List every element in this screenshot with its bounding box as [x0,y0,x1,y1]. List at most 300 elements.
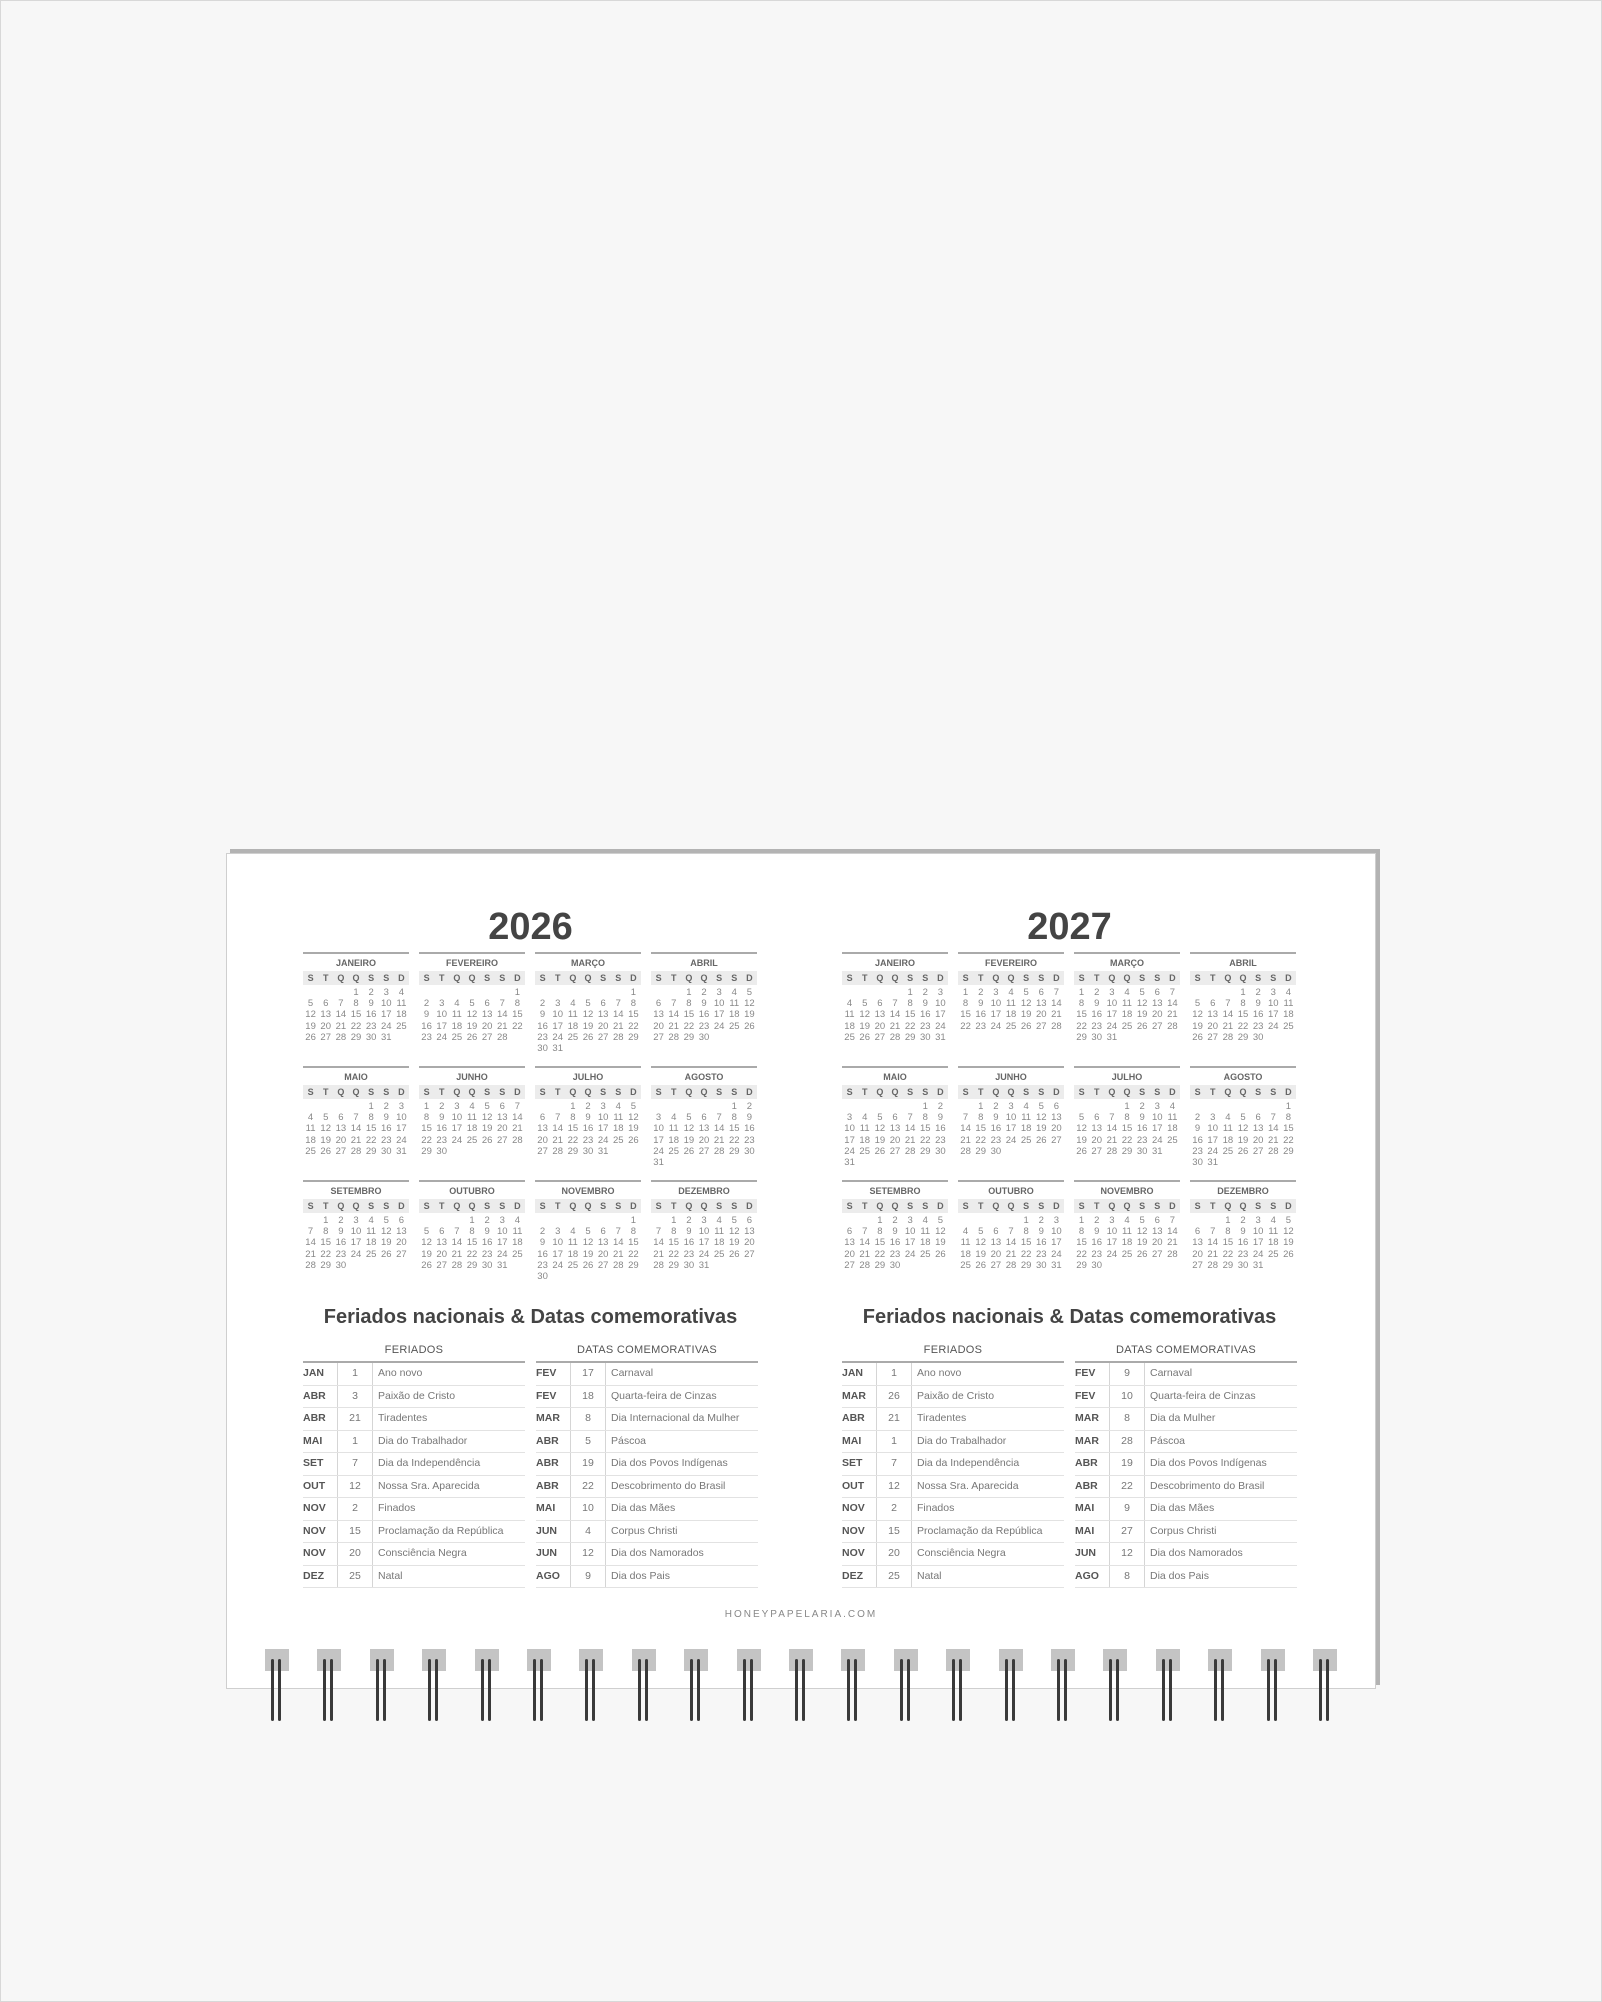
day-cell[interactable]: 3 [1008,1101,1014,1112]
day-cell[interactable]: 10 [436,1009,447,1021]
day-cell[interactable]: 6 [1154,987,1160,998]
day-cell[interactable]: 1 [907,987,913,998]
day-cell[interactable]: 27 [874,1031,886,1043]
day-cell[interactable]: 12 [728,1226,740,1238]
day-cell[interactable]: 12 [1283,1226,1294,1238]
day-cell[interactable]: 10 [496,1226,508,1238]
day-cell[interactable]: 24 [380,1020,392,1032]
day-cell[interactable]: 18 [567,1020,579,1032]
day-cell[interactable]: 5 [630,1101,637,1112]
day-cell[interactable]: 3 [1154,1101,1160,1112]
day-cell[interactable]: 14 [889,1009,901,1021]
day-cell[interactable]: 4 [962,1226,969,1238]
day-cell[interactable]: 5 [877,1112,883,1124]
day-cell[interactable]: 21 [1051,1009,1062,1021]
day-cell[interactable]: 11 [668,1123,679,1135]
day-cell[interactable]: 15 [365,1123,377,1135]
day-cell[interactable]: 21 [859,1248,870,1260]
day-cell[interactable]: 10 [844,1123,855,1135]
day-cell[interactable]: 18 [859,1134,870,1146]
day-cell[interactable]: 25 [365,1248,377,1260]
day-cell[interactable]: 10 [1106,1226,1118,1238]
day-cell[interactable]: 28 [512,1134,523,1146]
day-cell[interactable]: 28 [904,1145,916,1157]
day-cell[interactable]: 17 [935,1009,946,1021]
day-cell[interactable]: 12 [466,1009,478,1021]
day-cell[interactable]: 31 [1252,1259,1264,1271]
day-cell[interactable]: 15 [567,1123,579,1135]
day-cell[interactable]: 21 [889,1020,901,1032]
day-cell[interactable]: 7 [892,998,898,1010]
day-cell[interactable]: 28 [1106,1145,1118,1157]
day-cell[interactable]: 10 [713,998,725,1010]
day-cell[interactable]: 22 [567,1134,579,1146]
day-cell[interactable]: 1 [731,1101,737,1112]
day-cell[interactable]: 1 [1285,1101,1292,1112]
day-cell[interactable]: 24 [451,1134,463,1146]
day-cell[interactable]: 14 [335,1009,347,1021]
day-cell[interactable]: 17 [844,1134,855,1146]
day-cell[interactable]: 29 [874,1259,886,1271]
day-cell[interactable]: 22 [1076,1020,1087,1032]
day-cell[interactable]: 5 [862,998,868,1010]
day-cell[interactable]: 29 [975,1145,986,1157]
day-cell[interactable]: 15 [1283,1123,1294,1135]
day-cell[interactable]: 4 [570,998,576,1010]
day-cell[interactable]: 29 [320,1259,331,1271]
day-cell[interactable]: 13 [1151,998,1163,1010]
day-cell[interactable]: 12 [582,1009,594,1021]
day-cell[interactable]: 18 [365,1237,377,1249]
day-cell[interactable]: 28 [552,1145,563,1157]
day-cell[interactable]: 19 [380,1237,392,1249]
day-cell[interactable]: 30 [537,1271,548,1283]
day-cell[interactable]: 1 [978,1101,984,1112]
day-cell[interactable]: 7 [1210,1226,1216,1238]
day-cell[interactable]: 27 [653,1031,664,1043]
day-cell[interactable]: 2 [585,1101,591,1112]
day-cell[interactable]: 16 [365,1009,377,1021]
day-cell[interactable]: 25 [728,1020,740,1032]
day-cell[interactable]: 12 [380,1226,392,1238]
day-cell[interactable]: 28 [960,1145,971,1157]
day-cell[interactable]: 30 [537,1043,548,1055]
day-cell[interactable]: 15 [628,1237,639,1249]
day-cell[interactable]: 5 [731,1215,737,1226]
day-cell[interactable]: 2 [1194,1112,1201,1124]
day-cell[interactable]: 26 [466,1031,478,1043]
day-cell[interactable]: 13 [990,1237,1002,1249]
day-cell[interactable]: 11 [467,1112,477,1124]
day-cell[interactable]: 8 [1078,1226,1085,1238]
day-cell[interactable]: 10 [904,1226,916,1238]
day-cell[interactable]: 27 [1091,1145,1102,1157]
day-cell[interactable]: 16 [683,1237,695,1249]
day-cell[interactable]: 11 [305,1123,316,1135]
day-cell[interactable]: 13 [496,1112,508,1124]
day-cell[interactable]: 6 [600,1226,606,1238]
day-cell[interactable]: 16 [436,1123,447,1135]
day-cell[interactable]: 7 [671,998,677,1010]
day-cell[interactable]: 12 [683,1123,695,1135]
day-cell[interactable]: 26 [744,1020,755,1032]
day-cell[interactable]: 24 [1151,1134,1163,1146]
day-cell[interactable]: 8 [1124,1112,1130,1124]
day-cell[interactable]: 7 [499,998,505,1010]
day-cell[interactable]: 7 [338,998,344,1010]
day-cell[interactable]: 29 [421,1145,432,1157]
day-cell[interactable]: 4 [469,1101,475,1112]
day-cell[interactable]: 23 [365,1020,377,1032]
day-cell[interactable]: 1 [323,1215,329,1226]
day-cell[interactable]: 7 [1169,987,1176,998]
day-cell[interactable]: 7 [655,1226,662,1238]
day-cell[interactable]: 19 [481,1123,493,1135]
day-cell[interactable]: 7 [454,1226,460,1238]
day-cell[interactable]: 17 [1252,1237,1264,1249]
day-cell[interactable]: 18 [844,1020,855,1032]
day-cell[interactable]: 18 [1121,1237,1133,1249]
day-cell[interactable]: 26 [935,1248,946,1260]
day-cell[interactable]: 5 [585,998,591,1010]
day-cell[interactable]: 30 [335,1259,347,1271]
day-cell[interactable]: 29 [904,1031,916,1043]
day-cell[interactable]: 19 [582,1248,594,1260]
day-cell[interactable]: 9 [701,998,707,1010]
day-cell[interactable]: 19 [874,1134,886,1146]
day-cell[interactable]: 22 [1283,1134,1294,1146]
day-cell[interactable]: 7 [1270,1112,1276,1124]
day-cell[interactable]: 18 [668,1134,679,1146]
day-cell[interactable]: 21 [668,1020,679,1032]
day-cell[interactable]: 15 [320,1237,331,1249]
day-cell[interactable]: 31 [935,1031,946,1043]
day-cell[interactable]: 16 [421,1020,432,1032]
day-cell[interactable]: 19 [975,1248,986,1260]
day-cell[interactable]: 30 [698,1031,710,1043]
day-cell[interactable]: 25 [466,1134,478,1146]
day-cell[interactable]: 13 [1091,1123,1102,1135]
day-cell[interactable]: 28 [1222,1031,1234,1043]
day-cell[interactable]: 16 [744,1123,755,1135]
day-cell[interactable]: 4 [671,1112,677,1124]
day-cell[interactable]: 8 [514,998,521,1010]
day-cell[interactable]: 24 [935,1020,946,1032]
day-cell[interactable]: 30 [1252,1031,1264,1043]
day-cell[interactable]: 29 [466,1259,478,1271]
day-cell[interactable]: 23 [698,1020,710,1032]
day-cell[interactable]: 10 [1106,998,1118,1010]
day-cell[interactable]: 9 [993,1112,999,1124]
day-cell[interactable]: 10 [1051,1226,1062,1238]
day-cell[interactable]: 7 [1169,1215,1176,1226]
day-cell[interactable]: 23 [1192,1145,1203,1157]
day-cell[interactable]: 9 [383,1112,389,1124]
day-cell[interactable]: 9 [484,1226,490,1238]
day-cell[interactable]: 14 [653,1237,664,1249]
day-cell[interactable]: 22 [1076,1248,1087,1260]
day-cell[interactable]: 30 [380,1145,392,1157]
day-cell[interactable]: 13 [844,1237,855,1249]
day-cell[interactable]: 12 [975,1237,986,1249]
day-cell[interactable]: 4 [454,998,460,1010]
day-cell[interactable]: 12 [582,1237,594,1249]
day-cell[interactable]: 24 [990,1020,1002,1032]
day-cell[interactable]: 13 [537,1123,548,1135]
day-cell[interactable]: 30 [1192,1157,1203,1169]
day-cell[interactable]: 5 [423,1226,430,1238]
day-cell[interactable]: 25 [960,1259,971,1271]
day-cell[interactable]: 24 [597,1134,609,1146]
day-cell[interactable]: 25 [844,1031,855,1043]
day-cell[interactable]: 13 [1252,1123,1264,1135]
day-cell[interactable]: 31 [653,1157,664,1169]
day-cell[interactable]: 3 [600,1101,606,1112]
day-cell[interactable]: 22 [960,1020,971,1032]
day-cell[interactable]: 31 [552,1043,563,1055]
day-cell[interactable]: 13 [1035,998,1047,1010]
day-cell[interactable]: 23 [1136,1134,1148,1146]
day-cell[interactable]: 4 [731,987,737,998]
day-cell[interactable]: 17 [990,1009,1002,1021]
day-cell[interactable]: 3 [907,1215,913,1226]
day-cell[interactable]: 18 [466,1123,478,1135]
day-cell[interactable]: 30 [744,1145,755,1157]
day-cell[interactable]: 23 [975,1020,986,1032]
day-cell[interactable]: 15 [960,1009,971,1021]
day-cell[interactable]: 24 [1252,1248,1264,1260]
day-cell[interactable]: 18 [1267,1237,1279,1249]
day-cell[interactable]: 13 [597,1237,609,1249]
day-cell[interactable]: 23 [481,1248,493,1260]
day-cell[interactable]: 20 [320,1020,331,1032]
day-cell[interactable]: 20 [496,1123,508,1135]
day-cell[interactable]: 24 [653,1145,664,1157]
day-cell[interactable]: 21 [1005,1248,1017,1260]
day-cell[interactable]: 14 [1106,1123,1118,1135]
day-cell[interactable]: 15 [904,1009,916,1021]
day-cell[interactable]: 2 [1038,1215,1044,1226]
day-cell[interactable]: 7 [615,998,621,1010]
day-cell[interactable]: 21 [1207,1248,1218,1260]
day-cell[interactable]: 8 [630,998,637,1010]
day-cell[interactable]: 5 [1139,987,1145,998]
day-cell[interactable]: 16 [919,1009,931,1021]
day-cell[interactable]: 15 [975,1123,986,1135]
day-cell[interactable]: 9 [937,1112,944,1124]
day-cell[interactable]: 13 [1151,1226,1163,1238]
day-cell[interactable]: 30 [481,1259,493,1271]
day-cell[interactable]: 8 [1078,998,1085,1010]
day-cell[interactable]: 30 [889,1259,901,1271]
day-cell[interactable]: 25 [396,1020,407,1032]
day-cell[interactable]: 24 [552,1031,563,1043]
day-cell[interactable]: 12 [421,1237,432,1249]
day-cell[interactable]: 3 [555,1226,561,1238]
day-cell[interactable]: 17 [552,1248,563,1260]
day-cell[interactable]: 4 [862,1112,868,1124]
day-cell[interactable]: 16 [1136,1123,1148,1135]
day-cell[interactable]: 14 [1005,1237,1017,1249]
day-cell[interactable]: 28 [668,1031,679,1043]
day-cell[interactable]: 10 [552,1237,563,1249]
day-cell[interactable]: 15 [668,1237,679,1249]
day-cell[interactable]: 1 [877,1215,883,1226]
day-cell[interactable]: 20 [1252,1134,1264,1146]
day-cell[interactable]: 9 [368,998,374,1010]
day-cell[interactable]: 29 [919,1145,931,1157]
day-cell[interactable]: 5 [1285,1215,1292,1226]
day-cell[interactable]: 7 [962,1112,969,1124]
day-cell[interactable]: 31 [698,1259,710,1271]
day-cell[interactable]: 12 [1076,1123,1087,1135]
day-cell[interactable]: 22 [1222,1248,1234,1260]
day-cell[interactable]: 20 [597,1020,609,1032]
day-cell[interactable]: 6 [1038,987,1044,998]
day-cell[interactable]: 15 [1237,1009,1249,1021]
day-cell[interactable]: 15 [874,1237,886,1249]
day-cell[interactable]: 13 [653,1009,664,1021]
day-cell[interactable]: 27 [1252,1145,1264,1157]
day-cell[interactable]: 23 [582,1134,594,1146]
day-cell[interactable]: 14 [960,1123,971,1135]
day-cell[interactable]: 2 [484,1215,490,1226]
day-cell[interactable]: 4 [1008,987,1014,998]
day-cell[interactable]: 26 [380,1248,392,1260]
day-cell[interactable]: 20 [874,1020,886,1032]
day-cell[interactable]: 21 [496,1020,508,1032]
day-cell[interactable]: 2 [539,998,546,1010]
day-cell[interactable]: 19 [1136,1237,1148,1249]
day-cell[interactable]: 3 [1255,1215,1261,1226]
day-cell[interactable]: 25 [1121,1020,1133,1032]
day-cell[interactable]: 25 [567,1259,579,1271]
day-cell[interactable]: 26 [1136,1020,1148,1032]
day-cell[interactable]: 15 [728,1123,740,1135]
day-cell[interactable]: 28 [1167,1248,1178,1260]
day-cell[interactable]: 7 [514,1101,521,1112]
day-cell[interactable]: 3 [937,987,944,998]
day-cell[interactable]: 12 [1192,1009,1203,1021]
day-cell[interactable]: 24 [1106,1248,1118,1260]
day-cell[interactable]: 11 [1268,1226,1279,1238]
day-cell[interactable]: 6 [323,998,329,1010]
day-cell[interactable]: 8 [686,998,692,1010]
day-cell[interactable]: 26 [481,1134,493,1146]
day-cell[interactable]: 27 [320,1031,331,1043]
day-cell[interactable]: 17 [1106,1237,1118,1249]
day-cell[interactable]: 30 [935,1145,946,1157]
day-cell[interactable]: 31 [1207,1157,1218,1169]
day-cell[interactable]: 11 [613,1112,624,1124]
day-cell[interactable]: 28 [612,1259,624,1271]
day-cell[interactable]: 27 [744,1248,755,1260]
day-cell[interactable]: 13 [874,1009,886,1021]
day-cell[interactable]: 2 [338,1215,344,1226]
day-cell[interactable]: 30 [1091,1031,1102,1043]
day-cell[interactable]: 11 [366,1226,377,1238]
day-cell[interactable]: 26 [421,1259,432,1271]
day-cell[interactable]: 7 [353,1112,359,1124]
day-cell[interactable]: 19 [466,1020,478,1032]
day-cell[interactable]: 3 [655,1112,662,1124]
day-cell[interactable]: 5 [484,1101,490,1112]
day-cell[interactable]: 24 [1106,1020,1118,1032]
day-cell[interactable]: 17 [496,1237,508,1249]
day-cell[interactable]: 6 [1154,1215,1160,1226]
day-cell[interactable]: 16 [1237,1237,1249,1249]
day-cell[interactable]: 10 [1252,1226,1264,1238]
day-cell[interactable]: 17 [1207,1134,1218,1146]
day-cell[interactable]: 23 [935,1134,946,1146]
day-cell[interactable]: 26 [1136,1248,1148,1260]
day-cell[interactable]: 21 [512,1123,523,1135]
day-cell[interactable]: 30 [1035,1259,1047,1271]
day-cell[interactable]: 4 [1169,1101,1176,1112]
day-cell[interactable]: 28 [653,1259,664,1271]
day-cell[interactable]: 17 [1051,1237,1062,1249]
day-cell[interactable]: 24 [904,1248,916,1260]
day-cell[interactable]: 19 [421,1248,432,1260]
day-cell[interactable]: 20 [1051,1123,1062,1135]
day-cell[interactable]: 6 [877,998,883,1010]
day-cell[interactable]: 26 [1020,1020,1032,1032]
day-cell[interactable]: 21 [1106,1134,1118,1146]
day-cell[interactable]: 15 [1222,1237,1234,1249]
day-cell[interactable]: 1 [1225,1215,1231,1226]
day-cell[interactable]: 2 [439,1101,445,1112]
day-cell[interactable]: 5 [1078,1112,1085,1124]
day-cell[interactable]: 16 [582,1123,594,1135]
day-cell[interactable]: 26 [874,1145,886,1157]
day-cell[interactable]: 14 [1207,1237,1218,1249]
day-cell[interactable]: 25 [1167,1134,1178,1146]
day-cell[interactable]: 5 [383,1215,389,1226]
day-cell[interactable]: 4 [1023,1101,1029,1112]
day-cell[interactable]: 2 [1240,1215,1246,1226]
day-cell[interactable]: 13 [744,1226,755,1238]
day-cell[interactable]: 22 [365,1134,377,1146]
day-cell[interactable]: 10 [653,1123,664,1135]
day-cell[interactable]: 28 [612,1031,624,1043]
day-cell[interactable]: 17 [904,1237,916,1249]
day-cell[interactable]: 22 [975,1134,986,1146]
day-cell[interactable]: 18 [1283,1009,1294,1021]
day-cell[interactable]: 5 [978,1226,984,1238]
day-cell[interactable]: 19 [935,1237,946,1249]
day-cell[interactable]: 14 [668,1009,679,1021]
day-cell[interactable]: 12 [874,1123,886,1135]
day-cell[interactable]: 25 [1283,1020,1294,1032]
day-cell[interactable]: 30 [990,1145,1002,1157]
day-cell[interactable]: 19 [1136,1009,1148,1021]
day-cell[interactable]: 1 [570,1101,576,1112]
day-cell[interactable]: 9 [423,1009,430,1021]
day-cell[interactable]: 20 [1091,1134,1102,1146]
day-cell[interactable]: 6 [846,1226,853,1238]
day-cell[interactable]: 27 [597,1031,609,1043]
day-cell[interactable]: 26 [628,1134,639,1146]
day-cell[interactable]: 8 [962,998,969,1010]
day-cell[interactable]: 5 [307,998,314,1010]
day-cell[interactable]: 5 [686,1112,692,1124]
day-cell[interactable]: 5 [585,1226,591,1238]
day-cell[interactable]: 27 [844,1259,855,1271]
day-cell[interactable]: 2 [423,998,430,1010]
day-cell[interactable]: 1 [1023,1215,1029,1226]
day-cell[interactable]: 12 [1035,1112,1047,1124]
day-cell[interactable]: 24 [1051,1248,1062,1260]
